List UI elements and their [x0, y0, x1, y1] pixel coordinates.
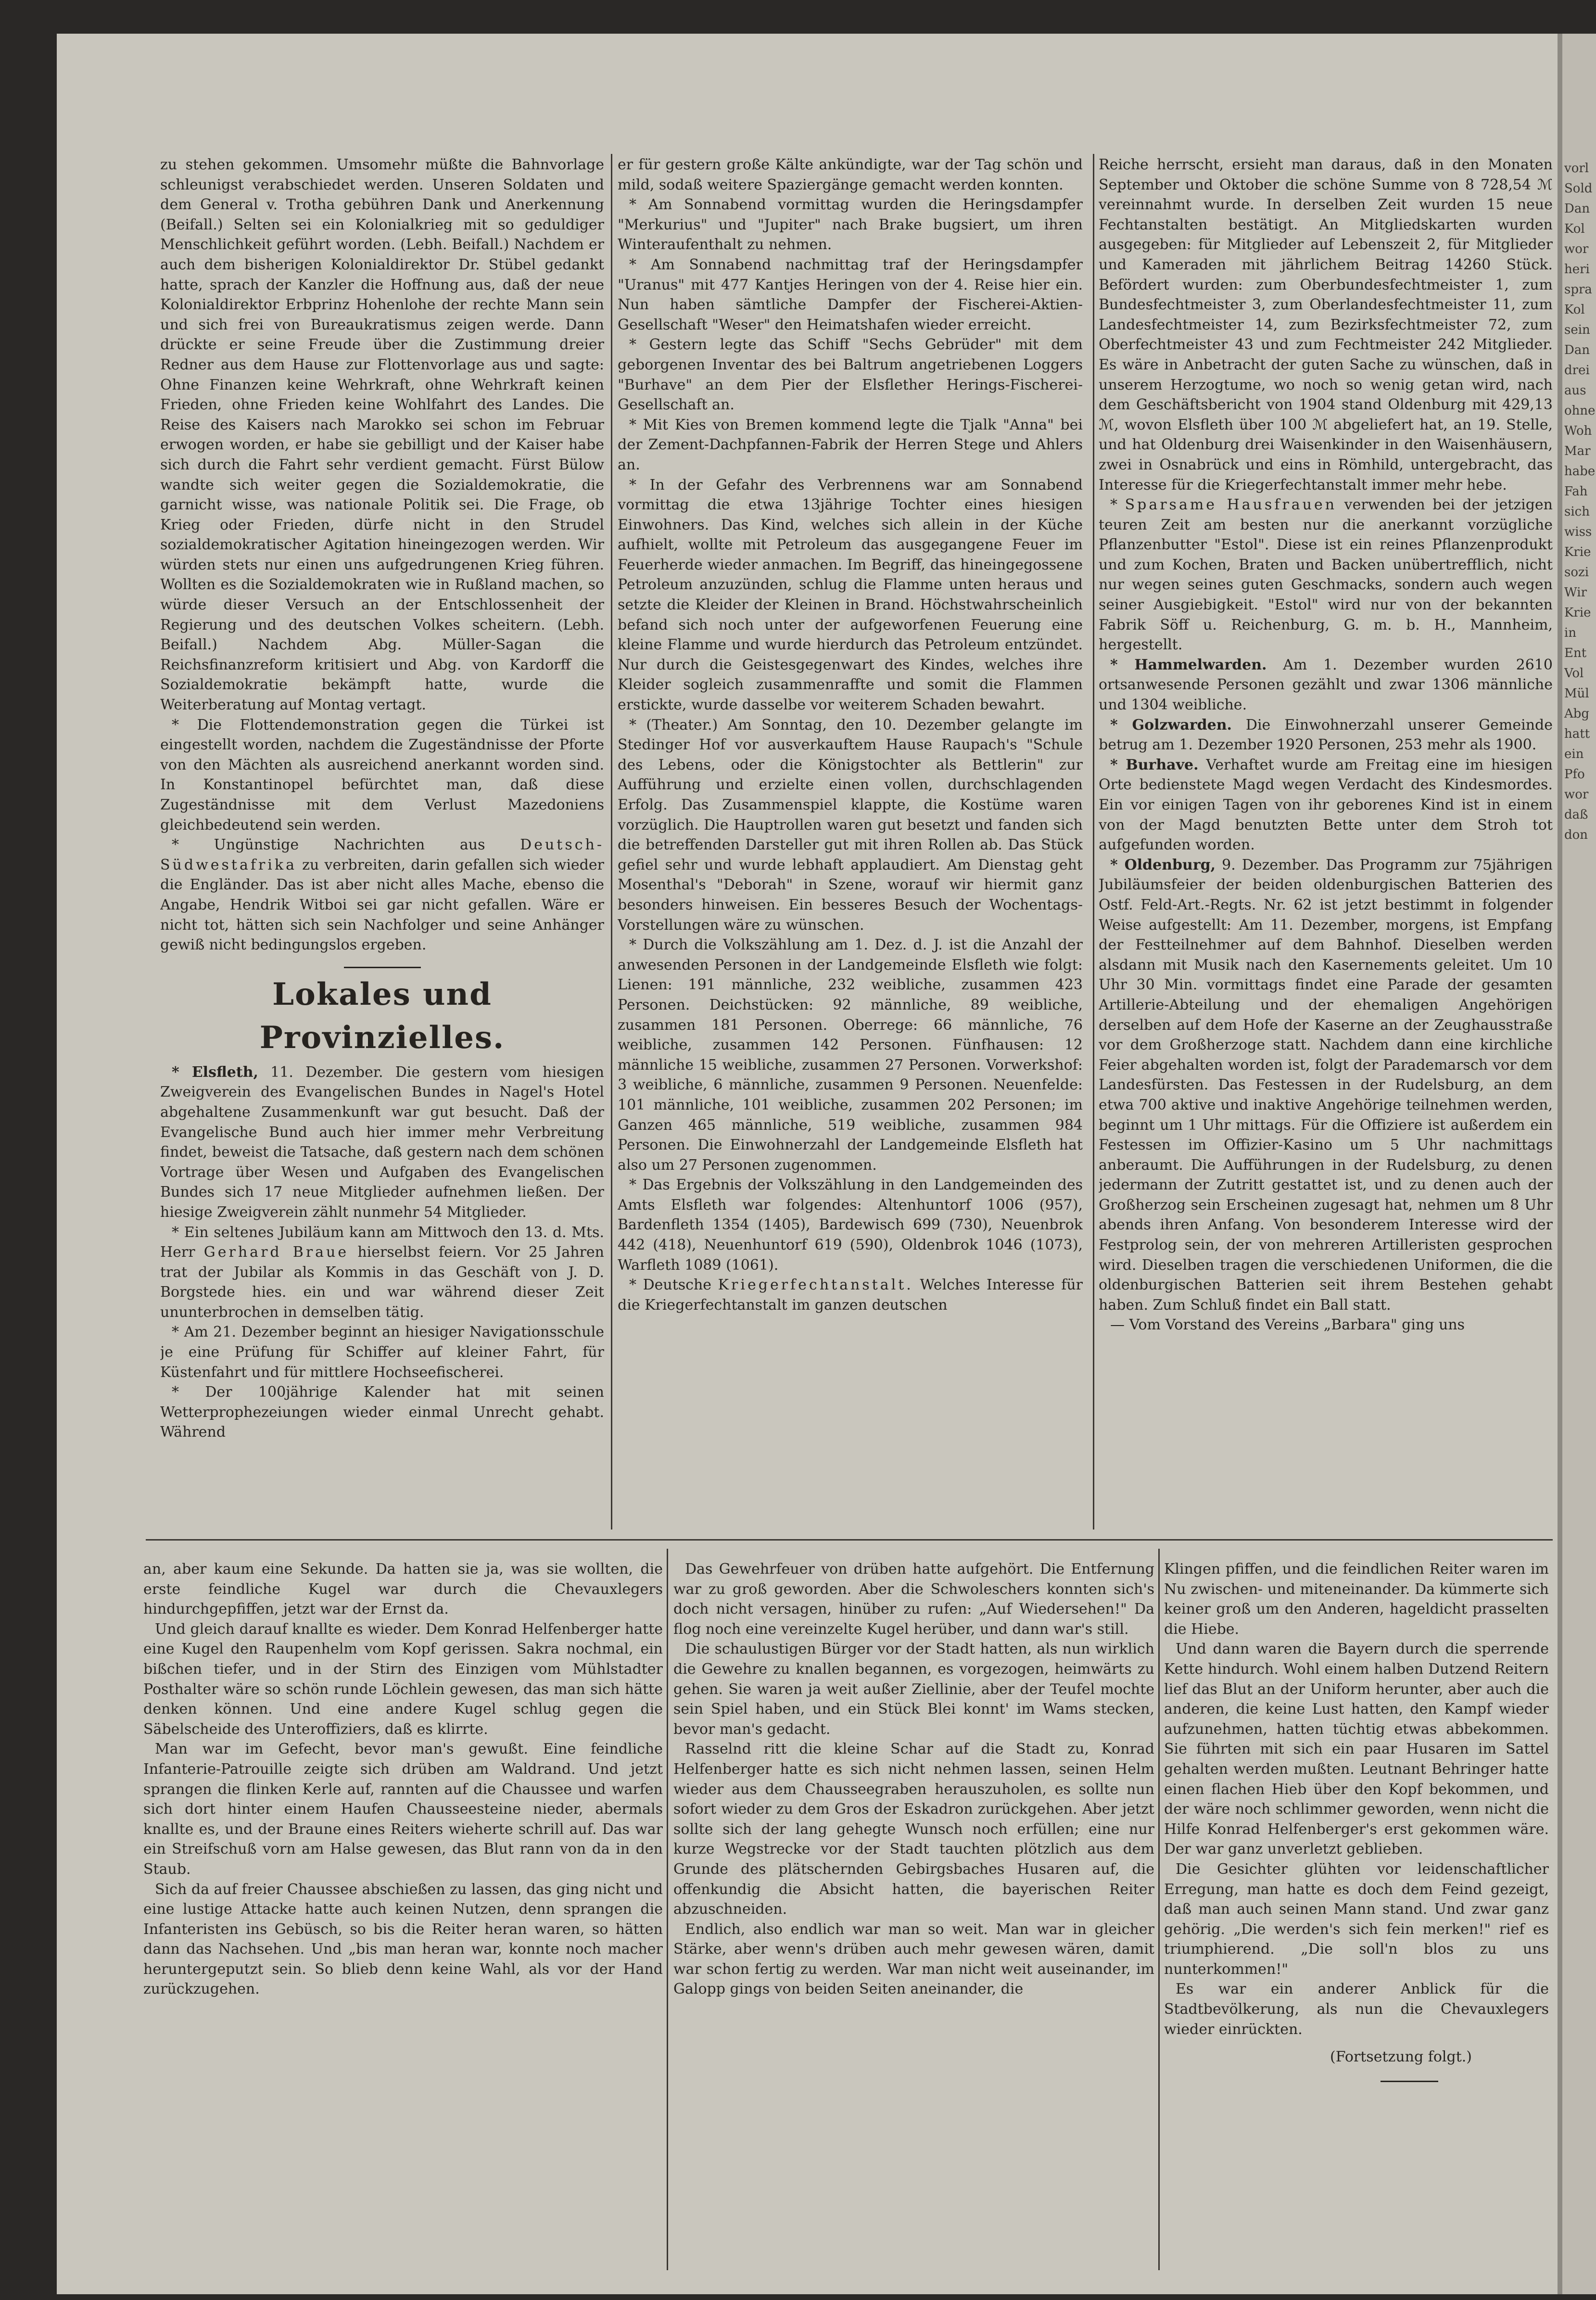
article-paragraph [618, 1275, 1083, 1315]
adjacent-page-line: sein [1564, 323, 1590, 337]
adjacent-page-line: Krie [1564, 545, 1591, 559]
adjacent-page-line: wor [1564, 242, 1589, 256]
section-heading: Lokales und Provinzielles. [259, 976, 505, 1056]
article-paragraph: * Durch die Volkszählung am 1. Dez. d. J. ist die Anzahl der anwesenden Personen in der Landgemeinde Elsfleth wie folgt: Lienen: 191 männliche, 232 weibliche, zusammen 423 Personen. Deichstücken: 92 männliche, 89 weibliche, zusammen 181 Personen. Oberrege: 66 männliche, 76 weibliche, zusammen 142 Personen. Fünfhausen: 12 männliche 15 weibliche, zusammen 27 Personen. Vorwerkshof: 3 weibliche, 6 männliche, zusammen 9 Personen. Neuenfelde: 101 männliche, 101 weibliche, zusammen 202 Personen; im Ganzen 465 männliche, 519 weibliche, zusammen 984 Personen. Die Einwohnerzahl der Landgemeinde Elsfleth hat also um 27 Personen zugenommen. [618, 936, 1083, 1174]
dateline: * Elsfleth, [172, 1063, 258, 1081]
paragraph-text: 9. Dezember. Das Programm zur 75jährigen Jubiläumsfeier der beiden oldenburgischen Batterien des Ostf. Feld-Art.-Regts. Nr. 62 ist jetzt bestimmt in folgender Weise aufgestellt: Am 11. Dezember, morgens, ist Empfang der Festteilnehmer auf dem Bahnhof. Dieselben werden alsdann mit Musik nach den Kasernements geleitet. Um 10 Uhr 30 Min. vormittags findet eine Parade der gesamten Artillerie-Abteilung und der ehemaligen Angehörigen derselben auf dem Hofe der Kaserne an der Zeughausstraße vor dem Großherzoge statt. Nachdem dann eine kirchliche Feier abgehalten worden ist, folgt der Parademarsch vor dem Landesfürsten. Das Festessen in der Rudelsburg, an dem etwa 700 aktive und inaktive Angehörige teilnehmen werden, beginnt um 1 Uhr mittags. Für die Offiziere ist außerdem ein Festessen im Offizier-Kasino um 5 Uhr nachmittags anberaumt. Die Aufführungen in der Rudelsburg, zu denen jedermann der Zutritt gestattet ist, und zu denen auch der Großherzog sein Erscheinen zugesagt hat, nehmen um 8 Uhr abends ihren Anfang. Von besonderem Interesse wird der Festprolog sein, der von mehreren Artilleristen gesprochen wird. Dieselben tragen die verschiedenen Uniformen, die die oldenburgischen Batterien seit ihrem Bestehen gehabt haben. Zum Schluß findet ein Ball statt. [1099, 856, 1553, 1314]
paragraph-text: verwenden bei der jetzigen teuren Zeit am besten nur die anerkannt vorzügliche Pflanzenbutter "Estol". Diese ist ein reines Pflanzenprodukt und zum Kochen, Braten und Backen unübertrefflich, nicht nur wegen seines guten Geschmacks, sondern auch wegen seiner Ausgiebigkeit. "Estol" wird nur von der bekannten Fabrik Söff u. Reichenburg, G. m. b. H., Mannheim, hergestellt. [1099, 496, 1553, 654]
adjacent-page-line: Kol [1564, 303, 1585, 317]
adjacent-page-line: Woh [1564, 424, 1592, 438]
paragraph-text: zu verbreiten, darin gefallen sich wieder die Engländer. Das ist aber nicht alles Mache, ebenso die Angabe, Hendrik Witboi sei gar nicht gefallen. Wäre er nicht tot, hätten sich sein Nachfolger und seine Anhänger gewiß nicht bedingungslos ergeben. [160, 856, 604, 954]
continuation-note: (Fortsetzung folgt.) [1330, 2048, 1472, 2066]
column-rule [611, 154, 612, 1529]
paragraph-text: Die Einwohnerzahl unserer Gemeinde betrug am 1. Dezember 1920 Personen, 253 mehr als 1900. [1099, 716, 1553, 754]
adjacent-page-line: aus [1564, 383, 1586, 398]
adjacent-page-line: spra [1564, 282, 1592, 297]
adjacent-page-line: daß [1564, 808, 1588, 822]
news-column-3 [1099, 155, 1553, 1530]
article-paragraph: * Gestern legte das Schiff "Sechs Gebrüder" mit dem geborgenen Inventar des bei Baltrum angetriebenen Loggers "Burhave" an dem Pier der Elsflether Herings-Fischerei-Gesellschaft an. [618, 336, 1083, 414]
section-divider [344, 967, 421, 968]
adjacent-page-line: vorl [1564, 161, 1589, 176]
adjacent-page-line: Wir [1564, 585, 1587, 600]
paragraph-text: Am 1. Dezember wurden 2610 ortsanwesende Personen gezählt und zwar 1306 männliche und 1304 weibliche. [1099, 656, 1553, 714]
adjacent-page-line: Vol [1564, 666, 1584, 681]
article-paragraph: * Das Ergebnis der Volkszählung in den Landgemeinden des Amts Elsfleth war folgendes: Altenhuntorf 1006 (957), Bardenfleth 1354 (1405), Bardewisch 699 (730), Neuenbrok 442 (418), Neuenhuntorf 619 (590), Oldenbrok 1046 (1073), Warfleth 1089 (1061). [618, 1176, 1083, 1274]
adjacent-page-line: Mar [1564, 444, 1591, 458]
article-paragraph: * Die Flottendemonstration gegen die Türkei ist eingestellt worden, nachdem die Zugeständnisse der Pforte von den Mächten als ausreichend anerkannt worden sind. In Konstantinopel befürchtet man, daß diese Zugeständnisse mit dem Verlust Mazedoniens gleichbedeutend sein werden. [160, 716, 604, 834]
adjacent-page-line: Fah [1564, 484, 1588, 499]
adjacent-page-line: in [1564, 626, 1577, 640]
serial-paragraph: Die Gesichter glühten vor leidenschaftlicher Erregung, man hatte es doch dem Feind gezeigt, daß man auch seinen Mann stand. Und zwar ganz gehörig. „Die werden's sich fein merken!" rief es triumphierend. „Die soll'n blos zu uns nunterkommen!" [1164, 1860, 1549, 1978]
spaced-emphasis: Deutsch-Südwestafrika [160, 836, 604, 873]
dateline: * Hammelwarden. [1110, 656, 1267, 673]
article-paragraph [160, 1223, 604, 1323]
paragraph-lead: * Deutsche [629, 1276, 712, 1294]
adjacent-page-line: Sold [1564, 181, 1593, 196]
paragraph-lead: * Ungünstige Nachrichten aus [172, 836, 485, 854]
dateline: * Golzwarden. [1110, 716, 1232, 733]
adjacent-page-line: Dan [1564, 343, 1590, 357]
spaced-emphasis: Sparsame Hausfrauen [1125, 496, 1337, 514]
article-paragraph [1099, 715, 1553, 755]
article-paragraph: * Am 21. Dezember beginnt an hiesiger Navigationsschule je eine Prüfung für Schiffer auf kleiner Fahrt, für Küstenfahrt und für mittlere Hochseefischerei. [160, 1324, 604, 1381]
serial-column-2 [673, 1559, 1154, 2257]
serial-paragraph: an, aber kaum eine Sekunde. Da hatten sie ja, was sie wollten, die erste feindliche Kugel war durch die Chevauxlegers hindurchgepfiffen, jetzt war der Ernst da. [143, 1561, 663, 1618]
spaced-emphasis: Kriegerfechtanstalt. [718, 1276, 913, 1294]
article-paragraph [1099, 655, 1553, 715]
page-fold-shadow [1558, 34, 1562, 2294]
article-paragraph [160, 1062, 604, 1223]
serial-paragraph: Rasselnd ritt die kleine Schar auf die Stadt zu, Konrad Helfenberger hatte es sich nicht nehmen lassen, seinen Helm wieder aus dem Chausseegraben herauszuholen, es sollte nun sofort wieder zu dem Gros der Eskadron zurückgehen. Aber jetzt sollte sich der lang gehegte Wunsch noch erfüllen; eine nur kurze Wegstrecke vor der Stadt tauchten plötzlich aus dem Grunde des plätschernden Gebirgsbaches Husaren auf, die offenkundig die Absicht hatten, die bayerischen Reiter abzuschneiden. [673, 1741, 1154, 1918]
serial-paragraph: Man war im Gefecht, bevor man's gewußt. Eine feindliche Infanterie-Patrouille zeigte sich drüben am Waldrand. Und jetzt sprangen die flinken Kerle auf, rannten auf die Chaussee und warfen sich dort hinter einem Haufen Chausseesteine nieder, abermals knallte es, und der Braune eines Reiters wieherte schrill auf. Das war ein Streifschuß vorn am Halse gewesen, das Blut rann von da in den Staub. [143, 1741, 663, 1878]
paragraph-lead: * Ein seltenes Jubiläum kann am Mittwoch den 13. d. Mts. Herr [160, 1224, 604, 1261]
adjacent-page-line: don [1564, 828, 1588, 842]
serial-paragraph: Klingen pfiffen, und die feindlichen Reiter waren im Nu zwischen- und miteneinander. Da kümmerte sich keiner groß um den Anderen, hageldicht prasselten die Hiebe. [1164, 1561, 1549, 1638]
article-paragraph: Reiche herrscht, ersieht man daraus, daß in den Monaten September und Oktober die schöne Summe von 8 728,54 ℳ vereinnahmt wurde. In derselben Zeit wurden 15 neue Fechtanstalten bestätigt. An Mitgliedskarten wurden ausgegeben: für Mitglieder auf Lebenszeit 2, für Mitglieder und Kameraden mit jährlichem Beitrag 14260 Stück. Befördert wurden: zum Oberbundesfechtmeister 1, zum Bundesfechtmeister 3, zum Oberlandesfechtmeister 11, zum Landesfechtmeister 14, zum Bezirksfechtmeister 72, zum Oberfechtmeister 43 und zum Fechtmeister 242 Mitglieder. Es wäre in Anbetracht der guten Sache zu wünschen, daß in unserem Herzogtume, wo noch so wenig getan wird, nach dem Geschäftsbericht von 1904 stand Oldenburg mit 429,13 ℳ, wovon Elsfleth über 100 ℳ abgeliefert hat, an 19. Stelle, und hat Oldenburg drei Waisenkinder in den Waisenhäusern, zwei in Osnabrück und eins in Römhild, untergebracht, das Interesse für die Kriegerfechtanstalt immer mehr hebe. [1099, 156, 1553, 493]
article-paragraph: er für gestern große Kälte ankündigte, war der Tag schön und mild, sodaß weitere Spaziergänge gemacht werden konnten. [618, 156, 1083, 193]
serial-paragraph: Die schaulustigen Bürger vor der Stadt hatten, als nun wirklich die Gewehre zu knallen begannen, es vorgezogen, heimwärts zu gehen. Sie waren ja weit außer Ziellinie, aber der Teufel mochte sein Spiel haben, und ein Stück Blei konnt' im Wams stecken, bevor man's gedacht. [673, 1641, 1154, 1738]
paragraph-lead: * [1110, 496, 1117, 514]
spaced-emphasis: Gerhard Braue [203, 1244, 349, 1261]
adjacent-page-line: Ent [1564, 646, 1587, 660]
adjacent-page-line: Krie [1564, 606, 1591, 620]
serial-column-1 [143, 1559, 663, 2257]
article-paragraph: * (Theater.) Am Sonntag, den 10. Dezember gelangte im Stedinger Hof vor ausverkauftem Hause Raupach's "Schule des Lebens, oder die Königstochter als Bettlerin" zur Aufführung und erzielte einen vollen, durchschlagenden Erfolg. Das Zusammenspiel klappte, die Kostüme waren vorzüglich. Die Hauptrollen waren gut besetzt und fanden sich die betreffenden Darsteller gut mit ihren Rollen ab. Das Stück gefiel sehr und wurde lebhaft applaudiert. Am Dienstag geht Mosenthal's "Deborah" in Szene, worauf wir hiermit ganz besonders hinweisen. Ein besseres Besuch der Wochentags-Vorstellungen wäre zu wünschen. [618, 716, 1083, 934]
adjacent-page-line: Pfo [1564, 767, 1585, 782]
adjacent-page-line: ein [1564, 747, 1584, 761]
news-column-2 [618, 155, 1083, 1530]
adjacent-page-line: hatt [1564, 727, 1590, 741]
article-paragraph [1099, 855, 1553, 1315]
adjacent-page-line: wor [1564, 787, 1589, 802]
adjacent-page-line: Mül [1564, 686, 1589, 701]
adjacent-page-line: Abg [1564, 707, 1590, 721]
paragraph-text: 11. Dezember. Die gestern vom hiesigen Zweigverein des Evangelischen Bundes in Nagel's Hotel abgehaltene Zusammenkunft war gut besucht. Daß der Evangelische Bund auch hier immer mehr Verbreitung findet, beweist die Tatsache, daß gestern nach dem schönen Vortrage über Wesen und Aufgaben des Evangelischen Bundes sich 17 neue Mitglieder aufnehmen ließen. Der hiesige Zweigverein zählt nunmehr 54 Mitglieder. [160, 1063, 604, 1221]
column-rule [1093, 154, 1094, 1529]
article-paragraph [160, 835, 604, 955]
column-rule [1158, 1549, 1160, 2270]
article-paragraph [1099, 495, 1553, 655]
newspaper-page [57, 34, 1596, 2294]
column-rule [667, 1549, 668, 2270]
serial-paragraph: Es war ein anderer Anblick für die Stadtbevölkerung, als nun die Chevauxlegers wieder einrückten. [1164, 1981, 1549, 2038]
end-rule [1381, 2081, 1438, 2082]
serial-paragraph: Und dann waren die Bayern durch die sperrende Kette hindurch. Wohl einem halben Dutzend Reitern lief das Blut an der Uniform herunter, aber auch die anderen, die keine Lust hatten, den Kampf wieder aufzunehmen, hatten tüchtig etwas abbekommen. Sie führten mit sich ein paar Husaren im Sattel gehalten werden mußten. Leutnant Behringer hatte einen flachen Hieb über den Kopf bekommen, und der wäre noch schlimmer geworden, wenn nicht die Hilfe Konrad Helfenberger's erst gekommen wäre. Der war ganz unverletzt geblieben. [1164, 1641, 1549, 1858]
adjacent-page-line: ohne [1564, 404, 1596, 418]
dateline: * Burhave. [1110, 756, 1199, 773]
serial-paragraph: Und gleich darauf knallte es wieder. Dem Konrad Helfenberger hatte eine Kugel den Raupenhelm vom Kopf gerissen. Sakra nochmal, ein bißchen tiefer, und in der Stirn des Einzigen vom Mühlstadter Posthalter wäre so schön runde Löchlein gewesen, das man sich hätte denken können. Und eine andere Kugel schlug gegen die Säbelscheide des Unteroffiziers, daß es klirrte. [143, 1620, 663, 1738]
article-paragraph [1099, 755, 1553, 855]
paragraph-text: hierselbst feiern. Vor 25 Jahren trat der Jubilar als Kommis in das Geschäft von J. D. Borgstede hies. ein und war während dieser Zeit ununterbrochen in demselben tätig. [160, 1244, 604, 1321]
adjacent-page-line: heri [1564, 262, 1590, 277]
article-paragraph: * Mit Kies von Bremen kommend legte die Tjalk "Anna" bei der Zement-Dachpfannen-Fabrik der Herren Stege und Ahlers an. [618, 416, 1083, 473]
article-paragraph: zu stehen gekommen. Umsomehr müßte die Bahnvorlage schleunigst verabschiedet werden. Unseren Soldaten und dem General v. Trotha gebühren Dank und Anerkennung (Beifall.) Selten sei ein Kolonialkrieg mit so geduldiger Menschlichkeit geführt worden. (Lebh. Beifall.) Nachdem er auch dem bisherigen Kolonialdirektor Dr. Stübel gedankt hatte, sprach der Kanzler die Hoffnung aus, daß der neue Kolonialdirektor Erbprinz Hohenlohe der rechte Mann sein und sich frei von Bureaukratismus zeigen werde. Dann drückte er seine Freude über die Zustimmung dreier Redner aus dem Hause zur Flottenvorlage aus und sagte: Ohne Finanzen keine Wehrkraft, ohne Wehrkraft keinen Frieden, ohne Frieden keine Wohlfahrt des Landes. Die Reise des Kaisers nach Marokko sei schon im Februar erwogen worden, er habe sie gebilligt und der Kaiser habe sich durch die Fahrt sehr verdient gemacht. Fürst Bülow wandte sich weiter gegen die Sozialdemokratie, die garnicht wisse, was nationale Politik sei. Die Frage, ob Krieg oder Frieden, dürfe nicht in den Strudel sozialdemokratischer Agitation hineingezogen werden. Wir würden stets nur einen uns aufgedrungenen Krieg führen. Wollten es die Sozialdemokraten wie in Rußland machen, so würde dieser Versuch an der Entschlossenheit der Regierung und des deutschen Volkes scheitern. (Lebh. Beifall.) Nachdem Abg. Müller-Sagan die Reichsfinanzreform kritisiert und Abg. von Kardorff die Sozialdemokratie bekämpft hatte, wurde die Weiterberatung auf Montag vertagt. [160, 156, 604, 714]
adjacent-page-line: sich [1564, 505, 1590, 519]
serial-paragraph: Endlich, also endlich war man so weit. Man war in gleicher Stärke, aber wenn's drüben auch mehr gewesen wären, damit war schon fertig zu werden. War man nicht weit auseinander, im Galopp gings von beiden Seiten aneinander, die [673, 1921, 1154, 1998]
feuilleton-divider [146, 1539, 1553, 1541]
serial-paragraph: Das Gewehrfeuer von drüben hatte aufgehört. Die Entfernung war zu groß geworden. Aber die Schwoleschers konnten sich's doch nicht versagen, hinüber zu rufen: „Auf Wiedersehen!" Da flog noch eine vereinzelte Kugel herüber, und dann war's still. [673, 1561, 1154, 1638]
dateline: * Oldenburg, [1110, 856, 1216, 873]
serial-paragraph: Sich da auf freier Chaussee abschießen zu lassen, das ging nicht und eine lustige Attacke hatte auch keinen Nutzen, denn sprangen die Infanteristen ins Gebüsch, so bis die Reiter heran waren, so hätten dann das Nachsehen. Und „bis man heran war, konnte noch macher heruntergeputzt sein. So blieb denn keine Wahl, als vor der Hand zurückzugehen. [143, 1881, 663, 1998]
adjacent-page-edge [1558, 34, 1596, 2294]
paragraph-text: Verhaftet wurde am Freitag eine im hiesigen Orte bedienstete Magd wegen Verdacht des Kindesmordes. Ein vor einigen Tagen von ihr geborenes Kind ist in einem von der Magd benutzten Bette unter dem Stroh tot aufgefunden worden. [1099, 756, 1553, 854]
adjacent-page-line: Dan [1564, 202, 1590, 216]
adjacent-page-line: Kol [1564, 222, 1585, 236]
paragraph-text: Welches Interesse für die Kriegerfechtanstalt im ganzen deutschen [618, 1276, 1083, 1314]
adjacent-page-line: wiss [1564, 525, 1592, 539]
serial-column-3 [1164, 1559, 1549, 2257]
article-paragraph: — Vom Vorstand des Vereins „Barbara" ging uns [1110, 1316, 1465, 1334]
adjacent-page-line: habe [1564, 464, 1596, 479]
news-column-1 [160, 155, 604, 1530]
adjacent-page-line: drei [1564, 363, 1590, 378]
article-paragraph: * Der 100jährige Kalender hat mit seinen Wetterprophezeiungen wieder einmal Unrecht gehabt. Während [160, 1384, 604, 1441]
article-paragraph: * Am Sonnabend vormittag wurden die Heringsdampfer "Merkurius" und "Jupiter" nach Brake bugsiert, um ihren Winteraufenthalt zu nehmen. [618, 196, 1083, 253]
article-paragraph: * In der Gefahr des Verbrennens war am Sonnabend vormittag die etwa 13jährige Tochter eines hiesigen Einwohners. Das Kind, welches sich allein in der Küche aufhielt, wollte mit Petroleum das ausgegangene Feuer im Feuerherde wieder anmachen. Im Begriff, das hineingegossene Petroleum anzuzünden, schlug die Flamme unten heraus und setzte die Kleider der Kleinen in Brand. Höchstwahrscheinlich befand sich noch unter der aufgeworfenen Feuerung eine kleine Flamme und wurde hierdurch das Petroleum entzündet. Nur durch die Geistesgegenwart des Kindes, welches ihre Kleider sogleich zusammenraffte und somit die Flammen erstickte, wurde dasselbe vor weiterem Schaden bewahrt. [618, 476, 1083, 714]
article-paragraph: * Am Sonnabend nachmittag traf der Heringsdampfer "Uranus" mit 477 Kantjes Heringen von der 4. Reise hier ein. Nun haben sämtliche Dampfer der Fischerei-Aktien-Gesellschaft "Weser" den Heimatshafen wieder erreicht. [618, 256, 1083, 333]
adjacent-page-line: sozi [1564, 565, 1589, 580]
